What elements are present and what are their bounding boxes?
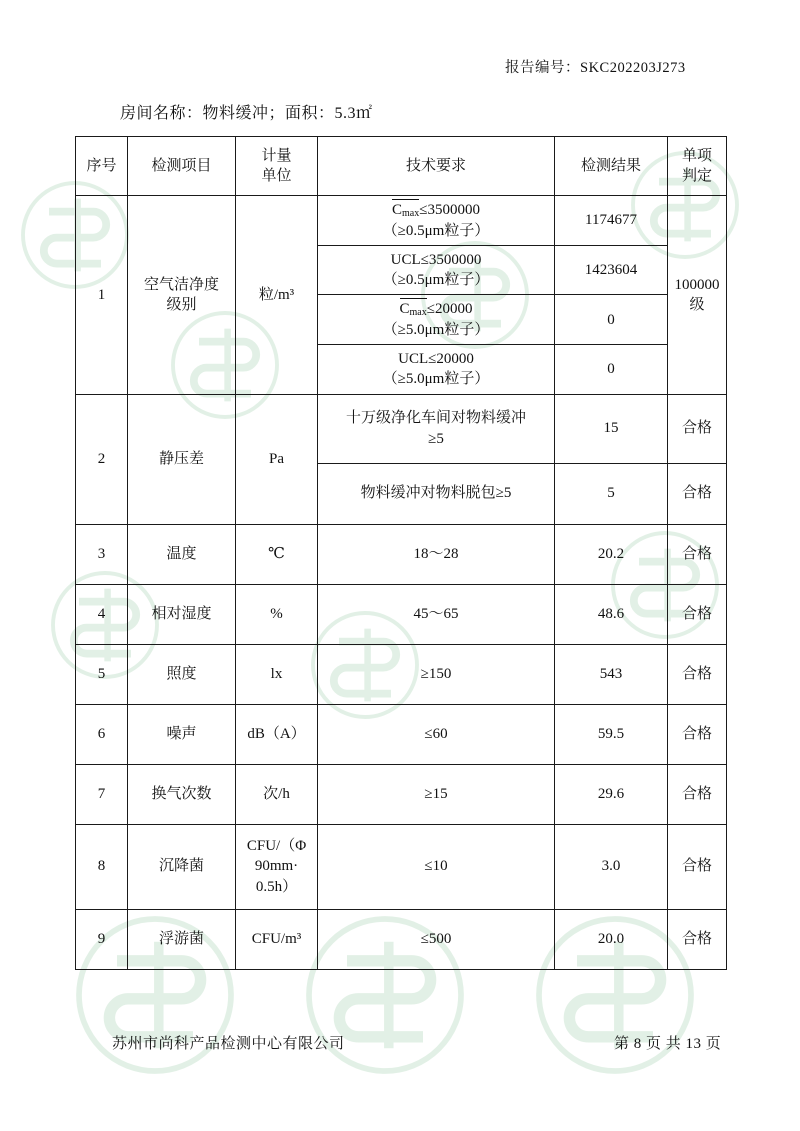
row-requirement [318, 345, 555, 395]
row-requirement-line2: （≥0.5μm粒子） [382, 222, 490, 239]
row-no: 3 [76, 524, 128, 584]
row-result: 0 [555, 295, 668, 345]
col-header-unit [236, 137, 318, 196]
row-no: 1 [76, 196, 128, 395]
row-judgement: 合格 [668, 463, 727, 524]
row-unit: 粒/m³ [236, 196, 318, 395]
row-requirement: ≥150 [318, 644, 555, 704]
row-item: 沉降菌 [128, 824, 236, 909]
row-requirement: 45～65 [318, 584, 555, 644]
row-item: 静压差 [128, 394, 236, 524]
row-no: 6 [76, 704, 128, 764]
row-requirement-line2: （≥5.0μm粒子） [382, 371, 490, 388]
row-unit-line3: 0.5h） [255, 878, 298, 895]
col-header-item: 检测项目 [128, 137, 236, 196]
row-requirement: 物料缓冲对物料脱包≥5 [318, 463, 555, 524]
row-result: 1423604 [555, 245, 668, 295]
row-requirement-line1-rest: ≤3500000 [419, 202, 480, 218]
row-item: 相对湿度 [128, 584, 236, 644]
row-unit: % [236, 584, 318, 644]
row-judgement-line1: 100000 [674, 276, 720, 293]
row-judgement: 合格 [668, 704, 727, 764]
row-unit [236, 824, 318, 909]
row-requirement-line1: UCL≤3500000 [390, 251, 482, 268]
table-row [76, 644, 727, 704]
row-judgement: 合格 [668, 764, 727, 824]
row-judgement: 合格 [668, 524, 727, 584]
row-unit-line1: CFU/（Φ [246, 838, 307, 855]
table-row [76, 704, 727, 764]
row-requirement-line1: UCL≤20000 [398, 351, 474, 367]
row-requirement: ≥15 [318, 764, 555, 824]
req-overline-symbol: $C_{max}$ [399, 301, 427, 319]
row-requirement [318, 394, 555, 463]
col-header-judge-line2: 判定 [681, 168, 712, 184]
row-no: 7 [76, 764, 128, 824]
row-unit: 次/h [236, 764, 318, 824]
row-requirement: ≤60 [318, 704, 555, 764]
col-header-judge-line1: 单项 [681, 147, 712, 164]
row-judgement: 合格 [668, 824, 727, 909]
row-no: 8 [76, 824, 128, 909]
inspection-table [75, 136, 727, 970]
row-requirement [318, 245, 555, 295]
row-requirement-line2: （≥5.0μm粒子） [382, 321, 490, 338]
row-result: 3.0 [555, 824, 668, 909]
row-requirement: 18～28 [318, 524, 555, 584]
row-judgement: 合格 [668, 644, 727, 704]
row-result: 20.0 [555, 909, 668, 969]
row-unit: ℃ [236, 524, 318, 584]
row-item: 换气次数 [128, 764, 236, 824]
row-result: 29.6 [555, 764, 668, 824]
room-info [120, 100, 373, 123]
row-item [128, 196, 236, 395]
col-header-requirement: 技术要求 [318, 137, 555, 196]
row-result: 1174677 [555, 196, 668, 246]
row-judgement [668, 196, 727, 395]
table-row [76, 824, 727, 909]
row-requirement-line2: （≥0.5μm粒子） [382, 272, 490, 288]
row-result: 15 [555, 394, 668, 463]
row-result: 20.2 [555, 524, 668, 584]
row-requirement-line1-rest: ≤20000 [426, 301, 473, 318]
table-row [76, 524, 727, 584]
row-item-line1: 空气洁净度 [143, 276, 219, 293]
table-row [76, 394, 727, 463]
table-header-row [76, 137, 727, 196]
row-result: 543 [555, 644, 668, 704]
row-judgement: 合格 [668, 394, 727, 463]
row-item: 照度 [128, 644, 236, 704]
row-no: 2 [76, 394, 128, 524]
table-row [76, 764, 727, 824]
col-header-unit-line2: 单位 [261, 168, 292, 184]
row-result: 59.5 [555, 704, 668, 764]
col-header-no: 序号 [76, 137, 128, 196]
row-unit: Pa [236, 394, 318, 524]
row-requirement [318, 295, 555, 345]
row-unit: lx [236, 644, 318, 704]
req-overline-symbol: $C_{max}$ [392, 202, 420, 219]
row-requirement: ≤500 [318, 909, 555, 969]
table-row [76, 909, 727, 969]
footer-page-number: 第 8 页 共 13 页 [614, 1036, 722, 1052]
row-unit: dB（A） [236, 704, 318, 764]
row-requirement-line2: ≥5 [428, 430, 444, 447]
row-item: 浮游菌 [128, 909, 236, 969]
table-row [76, 584, 727, 644]
row-no: 9 [76, 909, 128, 969]
col-header-result: 检测结果 [555, 137, 668, 196]
row-no: 4 [76, 584, 128, 644]
row-result: 48.6 [555, 584, 668, 644]
row-item-line2: 级别 [166, 296, 197, 313]
room-info-text: 房间名称：物料缓冲；面积：5.3㎡ [120, 105, 373, 122]
row-result: 5 [555, 463, 668, 524]
row-requirement [318, 196, 555, 246]
row-judgement: 合格 [668, 909, 727, 969]
row-judgement-line2: 级 [689, 296, 705, 313]
row-item: 温度 [128, 524, 236, 584]
row-no: 5 [76, 644, 128, 704]
footer-company: 苏州市尚科产品检测中心有限公司 [112, 1036, 345, 1052]
col-header-unit-line1: 计量 [261, 147, 292, 164]
report-number: 报告编号：SKC202203J273 [505, 60, 686, 76]
row-requirement: ≤10 [318, 824, 555, 909]
row-judgement: 合格 [668, 584, 727, 644]
table-row [76, 196, 727, 246]
row-item: 噪声 [128, 704, 236, 764]
row-requirement-line1: 十万级净化车间对物料缓冲 [345, 410, 526, 427]
row-unit-line2: 90mm· [254, 858, 299, 875]
row-unit: CFU/m³ [236, 909, 318, 969]
row-result: 0 [555, 345, 668, 395]
col-header-judgement [668, 137, 727, 196]
